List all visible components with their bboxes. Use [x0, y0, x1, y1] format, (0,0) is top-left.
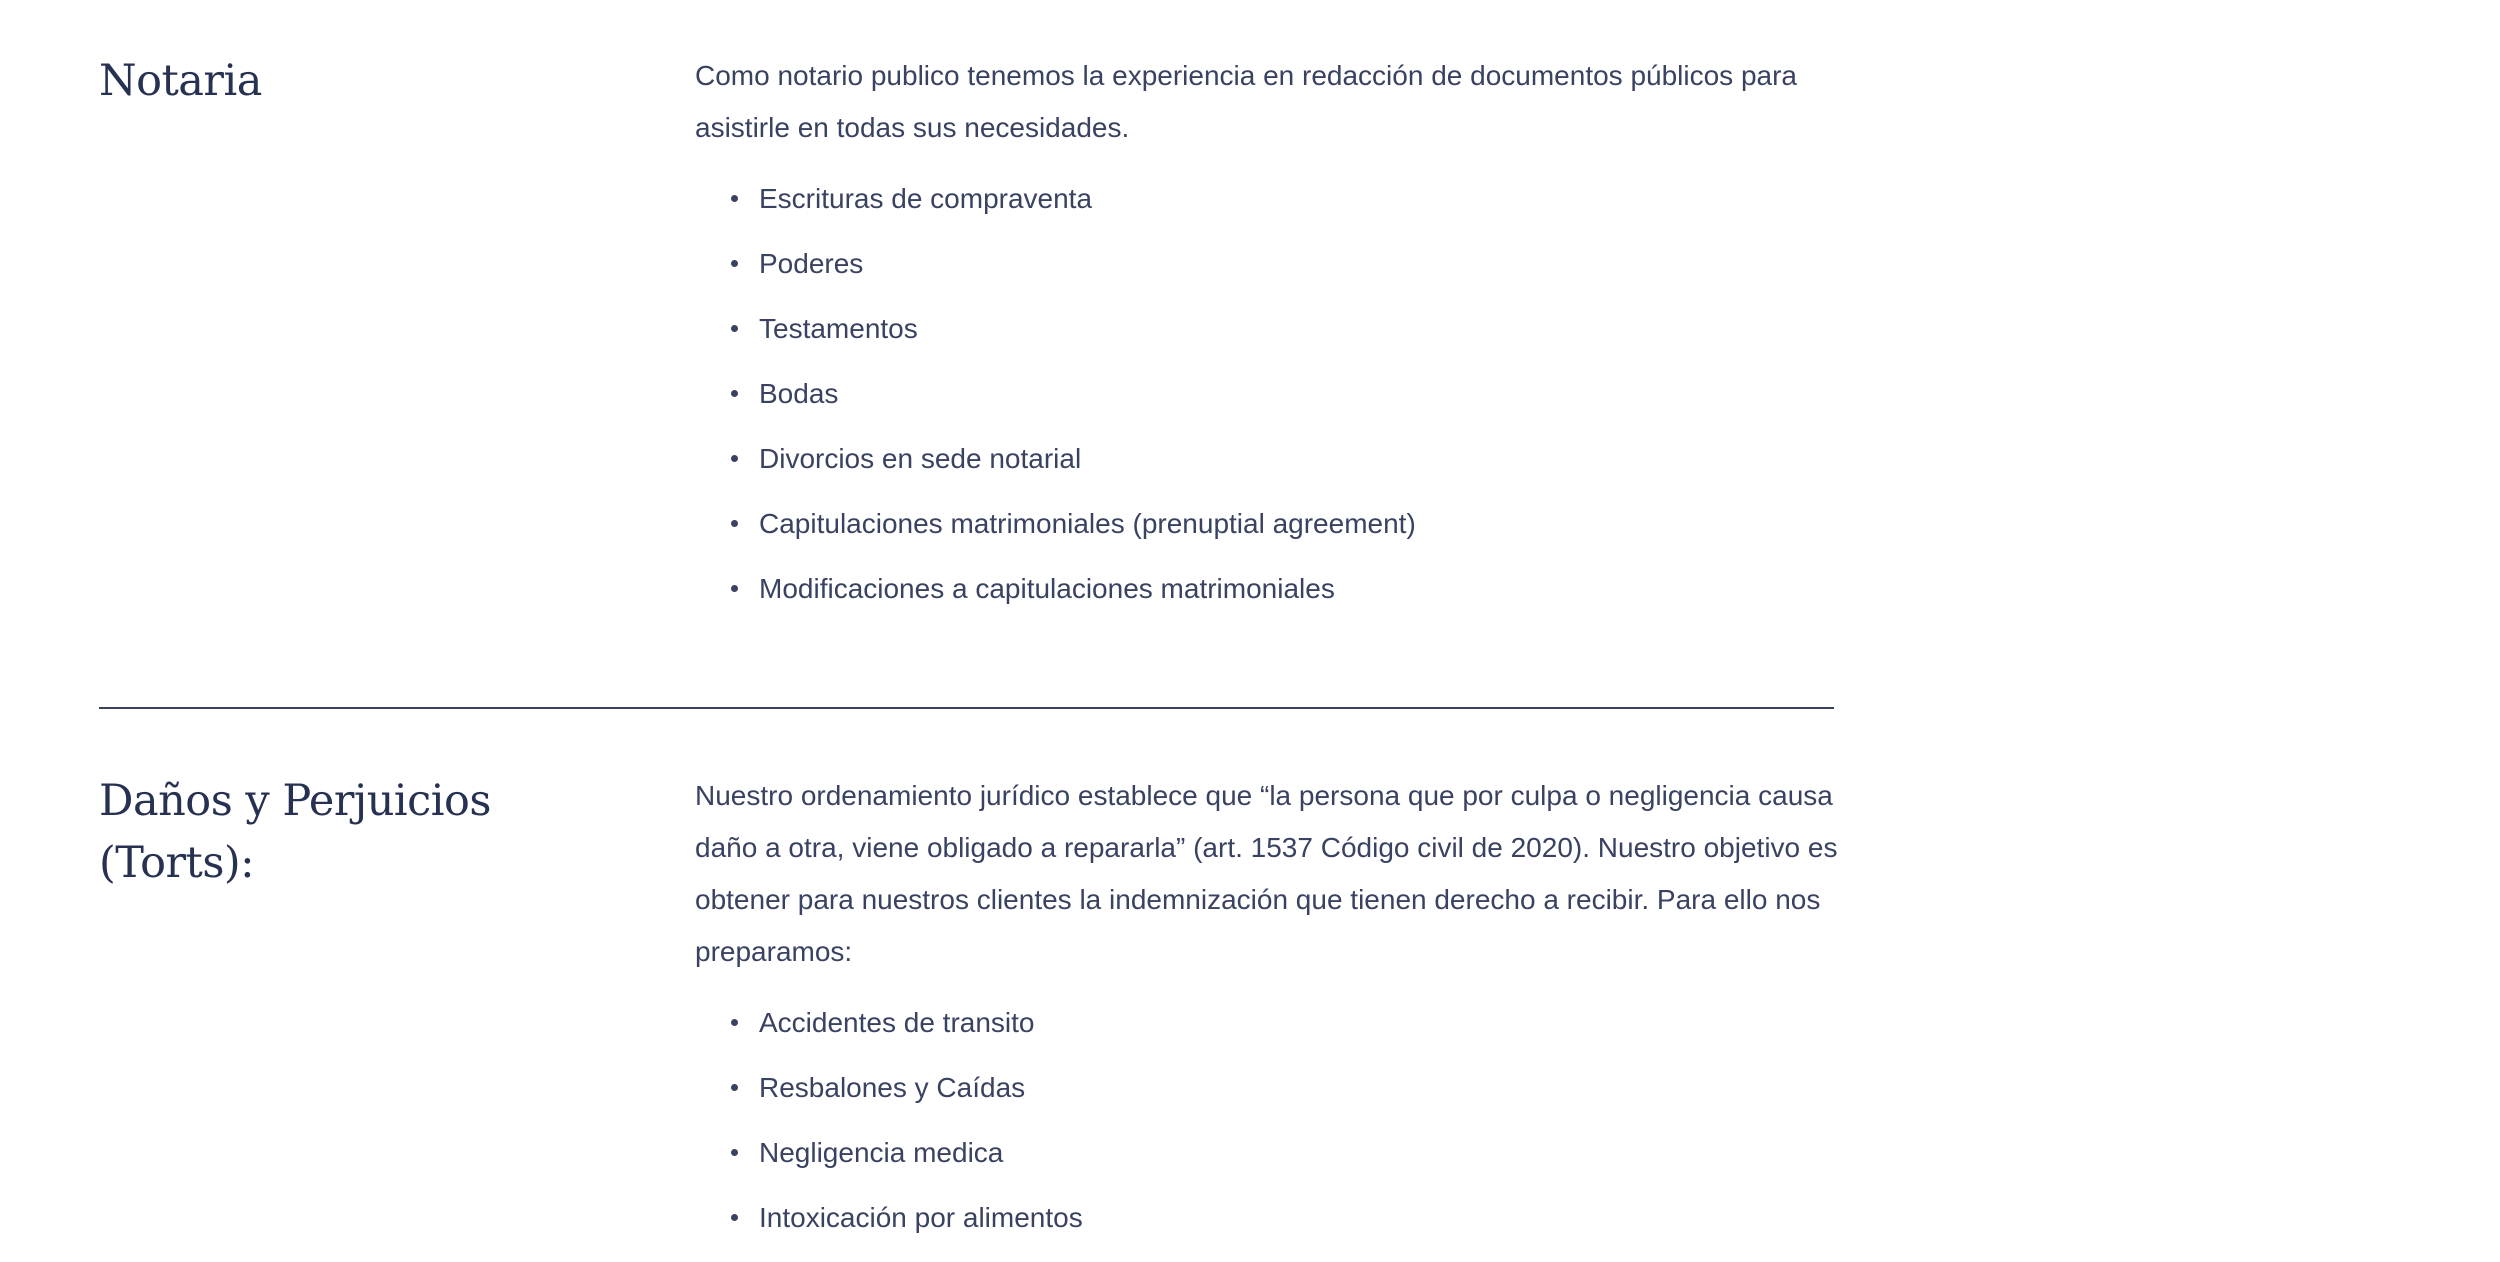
list-item-text: Divorcios en sede notarial — [759, 443, 1082, 474]
list-item — [695, 503, 1845, 545]
section-divider — [99, 707, 1834, 709]
list-item-text: Resbalones y Caídas — [759, 1072, 1026, 1103]
bullet-dot-icon — [731, 520, 738, 527]
danos-heading: Daños y Perjuicios (Torts): — [99, 776, 491, 888]
bullet-dot-icon — [731, 1019, 738, 1026]
danos-list — [695, 1002, 1845, 1239]
list-item — [695, 568, 1845, 610]
list-item-text: Intoxicación por alimentos — [759, 1202, 1083, 1233]
list-item — [695, 1132, 1845, 1174]
notaria-content — [695, 50, 1845, 633]
bullet-dot-icon — [731, 1149, 738, 1156]
list-item-text: Accidentes de transito — [759, 1007, 1035, 1038]
list-item-text: Escrituras de compraventa — [759, 183, 1093, 214]
danos-intro: Nuestro ordenamiento jurídico establece que “la persona que por culpa o negligencia causa daño a otra, viene obligado a repararla” (art. 1537 Código civil de 2020). Nuestro objetivo es obtener para nuestros clientes la indemnización que tienen derecho a recibir. Para ello nos preparamos: — [695, 780, 1838, 967]
list-item-text: Capitulaciones matrimoniales (prenuptial agreement) — [759, 508, 1416, 539]
list-item-text: Poderes — [759, 248, 864, 279]
bullet-dot-icon — [731, 260, 738, 267]
list-item — [695, 1002, 1845, 1044]
bullet-dot-icon — [731, 390, 738, 397]
list-item — [695, 308, 1845, 350]
list-item — [695, 178, 1845, 220]
bullet-dot-icon — [731, 455, 738, 462]
bullet-dot-icon — [731, 585, 738, 592]
bullet-dot-icon — [731, 1084, 738, 1091]
list-item — [695, 438, 1845, 480]
notaria-intro: Como notario publico tenemos la experiencia en redacción de documentos públicos para asistirle en todas sus necesidades. — [695, 60, 1797, 143]
notaria-list — [695, 178, 1845, 610]
list-item-text: Negligencia medica — [759, 1137, 1004, 1168]
list-item-text: Bodas — [759, 378, 839, 409]
list-item — [695, 373, 1845, 415]
list-item — [695, 1197, 1845, 1239]
list-item-text: Testamentos — [759, 313, 918, 344]
list-item-text: Modificaciones a capitulaciones matrimoniales — [759, 573, 1335, 604]
list-item — [695, 243, 1845, 285]
bullet-dot-icon — [731, 325, 738, 332]
danos-content — [695, 770, 1845, 1262]
bullet-dot-icon — [731, 1214, 738, 1221]
notaria-heading: Notaria — [99, 56, 262, 106]
bullet-dot-icon — [731, 195, 738, 202]
list-item — [695, 1067, 1845, 1109]
